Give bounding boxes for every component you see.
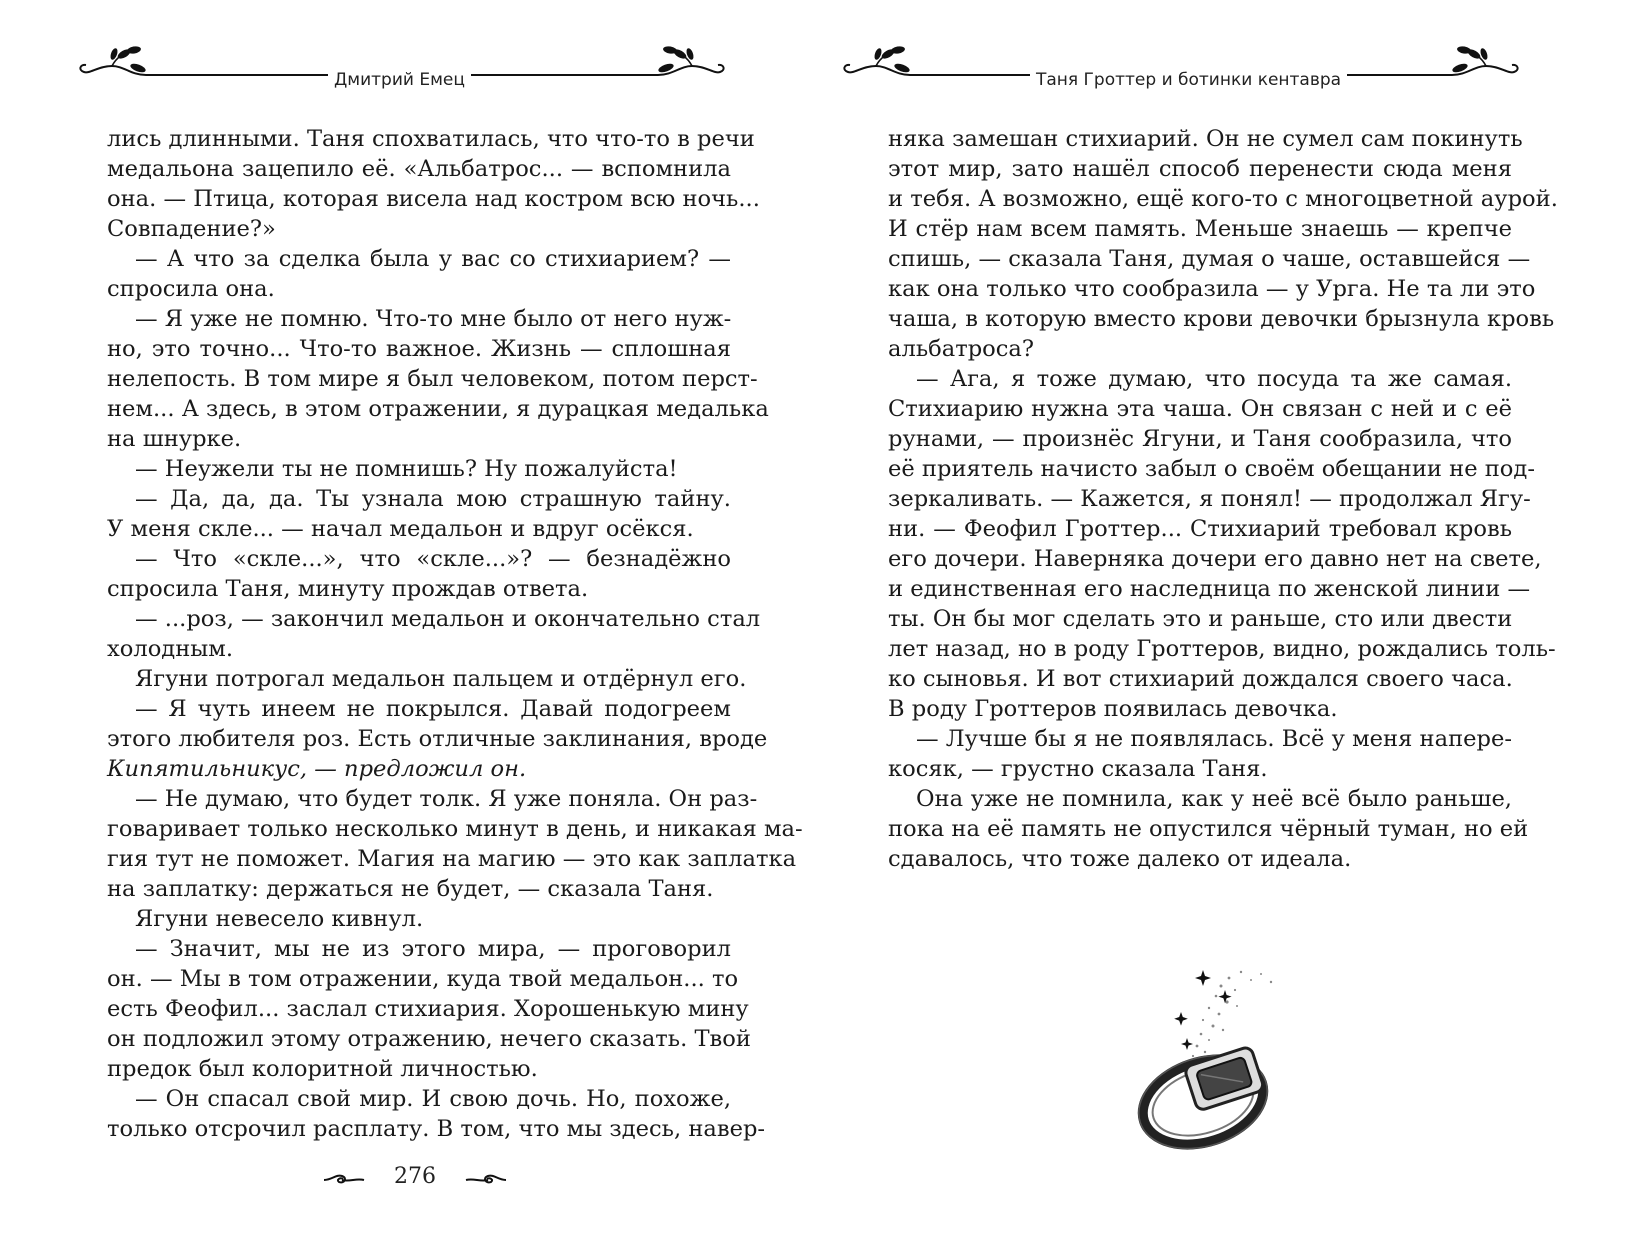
running-title-author: Дмитрий Емец bbox=[328, 70, 471, 90]
text-line: нелепость. В том мире я был человеком, потом перст- bbox=[107, 366, 758, 392]
text-line: — Не думаю, что будет толк. Я уже поняла. Он раз- bbox=[135, 786, 758, 812]
text-line: он. — Мы в том отражении, куда твой медальон... то bbox=[107, 966, 739, 992]
text-line: В роду Гроттеров появилась девочка. bbox=[888, 696, 1338, 722]
text-line: — Ага, я тоже думаю, что посуда та же самая. bbox=[916, 366, 1512, 392]
right-running-header bbox=[840, 44, 1522, 104]
text-line: спишь, — сказала Таня, думая о чаше, оставшейся — bbox=[888, 246, 1531, 272]
text-line: У меня скле... — начал медальон и вдруг осёкся. bbox=[107, 516, 694, 542]
text-line: ни. — Феофил Гроттер... Стихиарий требовал кровь bbox=[888, 516, 1512, 542]
text-line: есть Феофил... заслал стихиария. Хорошенькую мину bbox=[107, 996, 749, 1022]
text-line: она. — Птица, которая висела над костром всю ночь... bbox=[107, 186, 760, 212]
text-line: но, это точно... Что-то важное. Жизнь — сплошная bbox=[107, 336, 731, 362]
text-line: Совпадение?» bbox=[107, 216, 276, 242]
text-line: — Что «скле...», что «скле...»? — безнадёжно bbox=[135, 546, 731, 572]
left-running-header bbox=[76, 44, 728, 104]
text-line: — ...роз, — закончил медальон и окончательно стал bbox=[135, 606, 761, 632]
text-line: Кипятильникус, — предложил он. bbox=[107, 756, 527, 782]
text-line: сдавалось, что тоже далеко от идеала. bbox=[888, 846, 1352, 872]
text-line: ко сыновья. И вот стихиарий дождался своего часа. bbox=[888, 666, 1513, 692]
text-line: гия тут не поможет. Магия на магию — это как заплатка bbox=[107, 846, 797, 872]
text-line: — Да, да, да. Ты узнала мою страшную тайну. bbox=[135, 486, 731, 512]
text-line: И стёр нам всем память. Меньше знаешь — крепче bbox=[888, 216, 1512, 242]
text-line: на заплатку: держаться не будет, — сказала Таня. bbox=[107, 876, 714, 902]
text-line: ты. Он бы мог сделать это и раньше, сто или двести bbox=[888, 606, 1513, 632]
text-line: Ягуни невесело кивнул. bbox=[135, 906, 424, 932]
page-number: 276 bbox=[394, 1164, 436, 1189]
ornament-swirl-right-icon bbox=[464, 1170, 508, 1190]
text-line: как она только что сообразила — у Урга. Не та ли это bbox=[888, 276, 1536, 302]
text-line: на шнурке. bbox=[107, 426, 242, 452]
text-line: и единственная его наследница по женской линии — bbox=[888, 576, 1531, 602]
text-line: зеркаливать. — Кажется, я понял! — продолжал Ягу- bbox=[888, 486, 1531, 512]
text-line: лет назад, но в роду Гроттеров, видно, рождались толь- bbox=[888, 636, 1556, 662]
text-line: спросила она. bbox=[107, 276, 275, 302]
text-line: этого любителя роз. Есть отличные заклинания, вроде bbox=[107, 726, 768, 752]
text-line: спросила Таня, минуту прождав ответа. bbox=[107, 576, 589, 602]
text-line: рунами, — произнёс Ягуни, и Таня сообразила, что bbox=[888, 426, 1512, 452]
text-line: говаривает только несколько минут в день, и никакая ма- bbox=[107, 816, 803, 842]
text-line: — Я чуть инеем не покрылся. Давай подогреем bbox=[135, 696, 731, 722]
text-line: только отсрочил расплату. В том, что мы здесь, навер- bbox=[107, 1116, 766, 1142]
text-line: он подложил этому отражению, нечего сказать. Твой bbox=[107, 1026, 751, 1052]
text-line: — А что за сделка была у вас со стихиарием? — bbox=[135, 246, 731, 272]
text-line: её приятель начисто забыл о своём обещании не под- bbox=[888, 456, 1535, 482]
signet-ring-illustration-icon bbox=[1131, 960, 1341, 1160]
text-line: его дочери. Наверняка дочери его давно нет на свете, bbox=[888, 546, 1542, 572]
page-footer bbox=[330, 1160, 500, 1200]
text-line: чаша, в которую вместо крови девочки брызнула кровь bbox=[888, 306, 1555, 332]
text-line: нем... А здесь, в этом отражении, я дурацкая медалька bbox=[107, 396, 769, 422]
running-title-book: Таня Гроттер и ботинки кентавра bbox=[1030, 70, 1347, 90]
right-page bbox=[815, 0, 1630, 1252]
text-line: — Я уже не помню. Что-то мне было от него нуж- bbox=[135, 306, 732, 332]
text-line: — Неужели ты не помнишь? Ну пожалуйста! bbox=[135, 456, 678, 482]
left-page-text bbox=[107, 124, 803, 1144]
text-line: — Лучше бы я не появлялась. Всё у меня напере- bbox=[916, 726, 1512, 752]
text-line: лись длинными. Таня спохватилась, что что-то в речи bbox=[107, 126, 755, 152]
text-line: предок был колоритной личностью. bbox=[107, 1056, 538, 1082]
text-line: медальона зацепило её. «Альбатрос... — вспомнила bbox=[107, 156, 731, 182]
text-line: — Он спасал свой мир. И свою дочь. Но, похоже, bbox=[135, 1086, 731, 1112]
text-line: и тебя. А возможно, ещё кого-то с многоцветной аурой. bbox=[888, 186, 1558, 212]
text-line: косяк, — грустно сказала Таня. bbox=[888, 756, 1268, 782]
right-page-text bbox=[888, 124, 1558, 874]
text-line: Ягуни потрогал медальон пальцем и отдёрнул его. bbox=[135, 666, 747, 692]
text-line: Она уже не помнила, как у неё всё было раньше, bbox=[916, 786, 1512, 812]
text-line: — Значит, мы не из этого мира, — проговорил bbox=[135, 936, 731, 962]
text-line: холодным. bbox=[107, 636, 234, 662]
text-line: альбатроса? bbox=[888, 336, 1034, 362]
text-line: этот мир, зато нашёл способ перенести сюда меня bbox=[888, 156, 1512, 182]
text-line: няка замешан стихиарий. Он не сумел сам покинуть bbox=[888, 126, 1523, 152]
text-line: пока на её память не опустился чёрный туман, но ей bbox=[888, 816, 1529, 842]
text-line: Стихиарию нужна эта чаша. Он связан с ней и с её bbox=[888, 396, 1512, 422]
